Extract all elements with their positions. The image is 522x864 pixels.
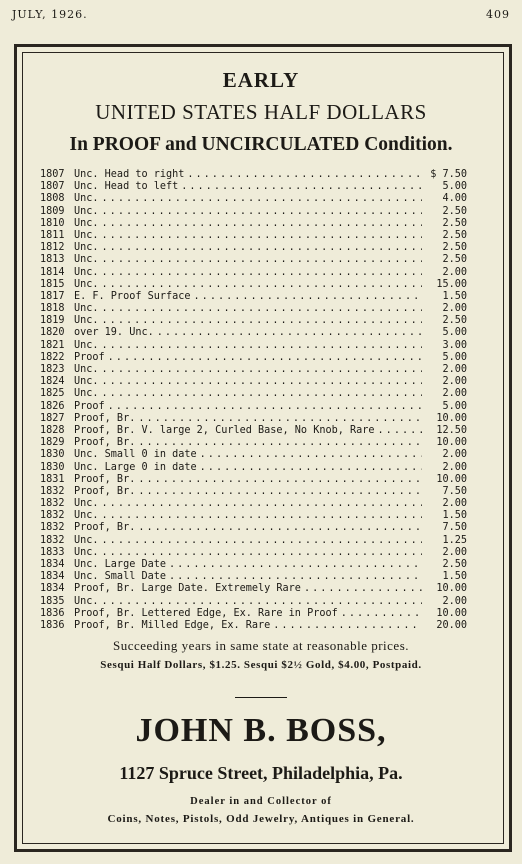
price-row [40,376,467,388]
price-row-year: 1807 [40,181,65,193]
price-row-price: $ 7.50 [430,169,467,180]
price-row-description: Proof, Br. [74,473,136,485]
page-number: 409 [486,8,510,21]
price-row [40,559,467,571]
price-row [40,388,467,400]
price-row-price: 2.00 [442,376,467,388]
price-row [40,462,467,474]
price-row-leader [378,425,422,437]
price-row-description: Unc. [74,242,99,254]
price-row-price: 5.00 [442,181,467,193]
price-row-leader [102,315,422,327]
price-row-price: 4.00 [442,193,467,205]
price-row-price: 2.00 [442,449,467,461]
price-row-year: 1832 [40,498,65,510]
divider-rule [235,697,287,698]
price-row-leader [102,535,422,547]
price-row-description: Unc. [74,217,99,229]
price-row-description: Proof, Br. [74,485,136,497]
price-row-price: 2.00 [442,364,467,375]
price-row [40,596,467,608]
price-row-year: 1822 [40,351,65,363]
price-row-price: 2.50 [442,315,467,327]
price-row-leader [169,571,422,583]
price-row-description: Unc. Head to left [74,181,179,193]
price-row [40,169,467,181]
price-row-year: 1814 [40,266,65,278]
price-row-description: Unc. [74,229,99,241]
price-row-price: 5.00 [442,327,467,339]
price-row [40,254,467,266]
price-row-description: Unc. [74,595,99,607]
price-row-year: 1827 [40,412,65,424]
price-row-description: Unc. [74,315,99,327]
price-row-year: 1817 [40,290,65,302]
price-row-description: Unc. [74,205,99,217]
price-row-price: 2.00 [442,461,467,473]
price-row [40,340,467,352]
price-row-leader [102,230,422,242]
price-row-price: 10.00 [436,607,467,619]
price-row-price: 7.50 [442,485,467,497]
price-row-year: 1812 [40,242,65,254]
price-row-description: Proof, Br. [74,522,136,534]
price-row-description: Unc. [74,498,99,510]
price-row-year: 1807 [40,169,65,180]
price-row-price: 2.50 [442,242,467,254]
price-row [40,413,467,425]
price-row-price: 2.50 [442,254,467,266]
price-row [40,206,467,218]
price-row-description: Unc. [74,303,99,315]
price-row-year: 1836 [40,607,65,619]
price-row [40,181,467,193]
price-row-leader [181,181,422,193]
price-row-price: 2.00 [442,266,467,278]
price-row-leader [102,376,422,388]
price-row-price: 10.00 [436,583,467,595]
price-row [40,522,467,534]
price-row-year: 1809 [40,205,65,217]
price-row-leader [138,437,422,449]
price-row-leader [138,474,422,486]
advertisement [24,68,498,825]
price-row-leader [108,352,422,364]
price-row-price: 2.00 [442,388,467,400]
ad-title-subject: UNITED STATES HALF DOLLARS [95,100,427,124]
price-row-year: 1835 [40,595,65,607]
price-row [40,291,467,303]
price-row-leader [102,206,422,218]
price-row-leader [341,608,422,620]
price-row-year: 1810 [40,217,65,229]
price-row-description: E. F. Proof Surface [74,290,191,302]
price-row [40,401,467,413]
price-row-description: Unc. [74,546,99,558]
price-row-leader [273,620,422,632]
price-row-price: 15.00 [436,278,467,290]
price-row [40,486,467,498]
price-row-leader [102,498,422,510]
price-row [40,425,467,437]
price-row-leader [169,559,422,571]
price-row-leader [304,583,422,595]
price-row-price: 1.50 [442,571,467,583]
price-row-description: over 19. Unc. [74,327,154,339]
succeeding-years-note: Succeeding years in same state at reasonable prices. [113,638,409,654]
price-row-description: Unc. [74,339,99,351]
price-row-description: Unc. [74,254,99,266]
price-row-price: 1.50 [442,290,467,302]
price-row-leader [200,449,422,461]
price-row-year: 1813 [40,254,65,266]
price-row-description: Unc. [74,534,99,546]
dealer-name: JOHN B. BOSS, [135,712,387,750]
price-row-description: Proof [74,400,105,412]
price-row-year: 1821 [40,339,65,351]
price-row-year: 1826 [40,400,65,412]
price-row-leader [200,462,422,474]
price-row [40,230,467,242]
price-row-year: 1830 [40,449,65,461]
price-row-leader [102,364,422,376]
price-row-year: 1820 [40,327,65,339]
price-row-description: Proof, Br. Milled Edge, Ex. Rare [74,619,271,631]
price-row-year: 1834 [40,559,65,570]
price-row [40,449,467,461]
price-row-leader [157,327,422,339]
price-row-description: Unc. [74,388,99,400]
price-row-description: Unc. Small Date [74,571,167,583]
price-row-year: 1834 [40,571,65,583]
price-row [40,303,467,315]
price-row-price: 1.50 [442,510,467,522]
ad-title-early: EARLY [222,68,300,92]
price-row-year: 1829 [40,437,65,449]
price-row-description: Unc. [74,278,99,290]
price-row [40,193,467,205]
price-row-year: 1830 [40,461,65,473]
price-row-year: 1832 [40,522,65,534]
price-row-price: 2.00 [442,303,467,315]
price-row-description: Proof [74,351,105,363]
sesqui-offer: Sesqui Half Dollars, $1.25. Sesqui $2½ Gold, $4.00, Postpaid. [100,659,422,672]
price-row-leader [102,218,422,230]
dealer-description: Dealer in and Collector of [190,796,332,808]
price-row-leader [102,510,422,522]
price-row-price: 2.00 [442,546,467,558]
price-row-price: 2.50 [442,217,467,229]
price-row-year: 1833 [40,546,65,558]
price-row-leader [102,267,422,279]
price-row-leader [138,486,422,498]
price-row-year: 1831 [40,473,65,485]
price-row-price: 2.50 [442,559,467,570]
price-row-price: 20.00 [436,619,467,631]
price-row-year: 1823 [40,364,65,375]
price-row-description: Proof, Br. Large Date. Extremely Rare [74,583,301,595]
price-row-year: 1824 [40,376,65,388]
price-row [40,352,467,364]
price-row-price: 3.00 [442,339,467,351]
price-row-price: 7.50 [442,522,467,534]
price-row-description: Unc. Head to right [74,169,185,180]
price-row-leader [187,169,422,181]
price-row-description: Unc. [74,376,99,388]
price-row [40,474,467,486]
price-row-year: 1832 [40,534,65,546]
price-row-year: 1836 [40,619,65,631]
price-row-year: 1811 [40,229,65,241]
price-row-year: 1819 [40,315,65,327]
price-row [40,535,467,547]
price-row-description: Unc. [74,193,99,205]
price-row-price: 2.50 [442,205,467,217]
price-row [40,267,467,279]
price-row [40,437,467,449]
price-row-description: Unc. Large Date [74,559,167,570]
price-row [40,571,467,583]
dealer-goods: Coins, Notes, Pistols, Odd Jewelry, Antiques in General. [107,813,415,826]
price-row-year: 1832 [40,485,65,497]
issue-date: JULY, 1926. [12,8,88,21]
price-row-year: 1832 [40,510,65,522]
price-row-price: 2.50 [442,229,467,241]
price-row-leader [138,413,422,425]
price-row-price: 12.50 [436,424,467,436]
price-row-description: Proof, Br. [74,412,136,424]
price-row-year: 1818 [40,303,65,315]
price-row [40,364,467,376]
price-row-description: Unc. Small 0 in date [74,449,197,461]
price-row [40,547,467,559]
price-row [40,620,467,632]
price-row-year: 1815 [40,278,65,290]
price-row [40,498,467,510]
price-row-description: Unc. [74,510,99,522]
price-row-price: 2.00 [442,498,467,510]
price-list [40,169,467,632]
price-row-price: 1.25 [442,534,467,546]
price-row [40,242,467,254]
price-row-leader [102,340,422,352]
price-row-description: Unc. Large 0 in date [74,461,197,473]
price-row [40,583,467,595]
running-head [12,8,510,21]
dealer-address: 1127 Spruce Street, Philadelphia, Pa. [119,763,403,784]
price-row-description: Unc. [74,364,99,375]
price-row-year: 1825 [40,388,65,400]
price-row-leader [102,242,422,254]
price-row-description: Proof, Br. [74,437,136,449]
price-row-leader [102,303,422,315]
price-row-leader [138,522,422,534]
price-row-leader [108,401,422,413]
price-row-year: 1808 [40,193,65,205]
price-row-leader [102,193,422,205]
price-row-leader [102,254,422,266]
price-row [40,315,467,327]
price-row-description: Proof, Br. V. large 2, Curled Base, No Knob, Rare [74,424,375,436]
price-row [40,327,467,339]
price-row-price: 10.00 [436,437,467,449]
price-row [40,510,467,522]
price-row-price: 5.00 [442,400,467,412]
price-row [40,218,467,230]
price-row-price: 2.00 [442,595,467,607]
ad-title-condition: In PROOF and UNCIRCULATED Condition. [69,134,453,155]
price-row-leader [102,279,422,291]
price-row-year: 1828 [40,424,65,436]
price-row-year: 1834 [40,583,65,595]
price-row-price: 10.00 [436,412,467,424]
price-row-description: Unc. [74,266,99,278]
price-row-leader [102,547,422,559]
price-row [40,608,467,620]
price-row-description: Proof, Br. Lettered Edge, Ex. Rare in Proof [74,607,338,619]
price-row-leader [194,291,422,303]
price-row-price: 5.00 [442,351,467,363]
price-row-leader [102,596,422,608]
price-row [40,279,467,291]
price-row-leader [102,388,422,400]
price-row-price: 10.00 [436,473,467,485]
